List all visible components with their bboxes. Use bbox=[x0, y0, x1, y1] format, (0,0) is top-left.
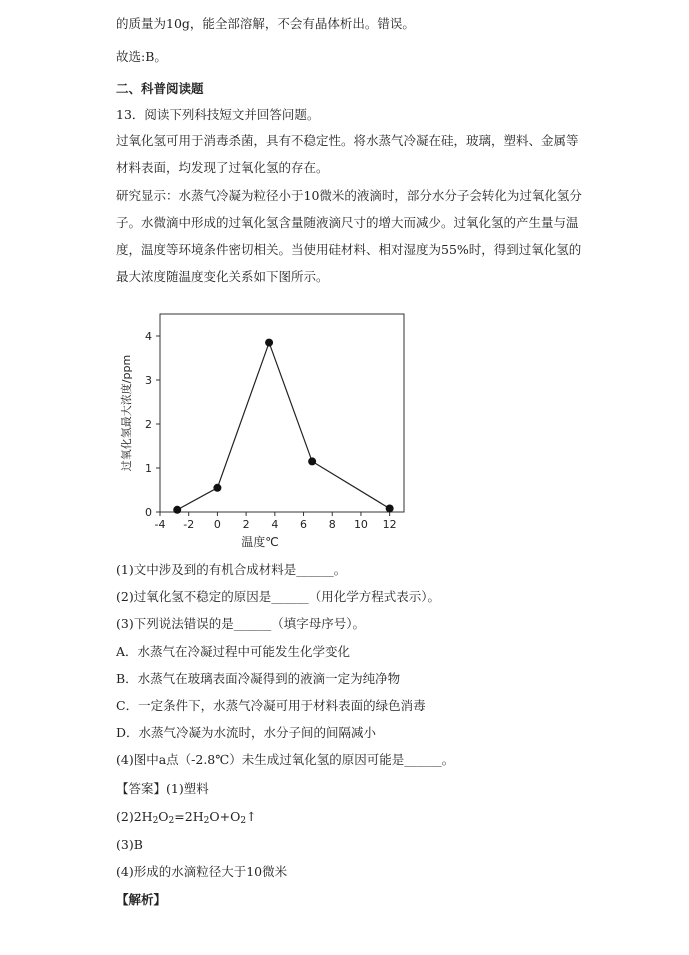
line-chart bbox=[112, 308, 412, 553]
x-axis-label: 温度℃ bbox=[241, 535, 279, 549]
x-tick-label: 6 bbox=[300, 518, 308, 531]
sub-question-4: (4)图中a点（-2.8℃）未生成过氧化氢的原因可能是______。 bbox=[116, 752, 455, 767]
x-tick-label: -4 bbox=[154, 518, 166, 531]
paragraph-line: 子。水微滴中形成的过氧化氢含量随液滴尺寸的增大而减少。过氧化氢的产生量与温 bbox=[116, 215, 579, 230]
answer-1: 【答案】(1)塑料 bbox=[116, 781, 209, 796]
x-tick-label: -2 bbox=[183, 518, 195, 531]
paragraph-line: 过氧化氢可用于消毒杀菌，具有不稳定性。将水蒸气冷凝在硅，玻璃，塑料、金属等 bbox=[116, 133, 579, 148]
analysis-heading: 【解析】 bbox=[116, 892, 167, 907]
sub-question-3: (3)下列说法错误的是______（填字母序号）。 bbox=[116, 616, 365, 631]
x-tick-label: 12 bbox=[382, 518, 397, 531]
y-tick-label: 3 bbox=[145, 374, 152, 387]
text-line: 故选:B。 bbox=[116, 49, 167, 64]
answer-4: (4)形成的水滴粒径大于10微米 bbox=[116, 864, 288, 879]
x-tick-label: 10 bbox=[353, 518, 368, 531]
sub-question-1: (1)文中涉及到的有机合成材料是______。 bbox=[116, 562, 347, 577]
answer-3: (3)B bbox=[116, 837, 143, 852]
x-tick-label: 2 bbox=[242, 518, 250, 531]
y-tick-label: 1 bbox=[145, 462, 152, 475]
question-title: 13．阅读下列科技短文并回答问题。 bbox=[116, 107, 320, 122]
option-b: B．水蒸气在玻璃表面冷凝得到的液滴一定为纯净物 bbox=[116, 671, 401, 686]
plot-frame bbox=[160, 314, 404, 512]
option-c: C．一定条件下，水蒸气冷凝可用于材料表面的绿色消毒 bbox=[116, 698, 426, 713]
x-tick-label: 0 bbox=[213, 518, 221, 531]
paragraph-line: 度，温度等环境条件密切相关。当使用硅材料、相对湿度为55%时，得到过氧化氢的 bbox=[116, 242, 582, 257]
paragraph-line: 最大浓度随温度变化关系如下图所示。 bbox=[116, 269, 329, 284]
x-tick-label: 8 bbox=[328, 518, 336, 531]
sub-question-2: (2)过氧化氢不稳定的原因是______（用化学方程式表示）。 bbox=[116, 589, 440, 604]
data-point bbox=[308, 457, 316, 465]
series-line bbox=[177, 343, 389, 510]
section-heading: 二、科普阅读题 bbox=[116, 81, 204, 96]
y-tick-label: 4 bbox=[145, 330, 152, 343]
text-line: 的质量为10g，能全部溶解，不会有晶体析出。错误。 bbox=[116, 16, 415, 31]
data-point bbox=[265, 339, 273, 347]
data-point bbox=[386, 504, 394, 512]
answer-2: $(2)2H_2O_2=2H_2O+O_2↑$ bbox=[116, 809, 257, 826]
option-a: A．水蒸气在冷凝过程中可能发生化学变化 bbox=[116, 644, 351, 659]
y-axis-label: 过氧化氢最大浓度/ppm bbox=[120, 354, 133, 472]
option-d: D．水蒸气冷凝为水流时，水分子间的间隔减小 bbox=[116, 725, 377, 740]
data-point bbox=[173, 506, 181, 514]
y-tick-label: 0 bbox=[145, 506, 152, 519]
paragraph-line: 材料表面，均发现了过氧化氢的存在。 bbox=[116, 160, 329, 175]
x-tick-label: 4 bbox=[271, 518, 279, 531]
y-tick-label: 2 bbox=[145, 418, 152, 431]
data-point bbox=[213, 484, 221, 492]
paragraph-line: 研究显示：水蒸气冷凝为粒径小于10微米的液滴时，部分水分子会转化为过氧化氢分 bbox=[116, 188, 582, 203]
